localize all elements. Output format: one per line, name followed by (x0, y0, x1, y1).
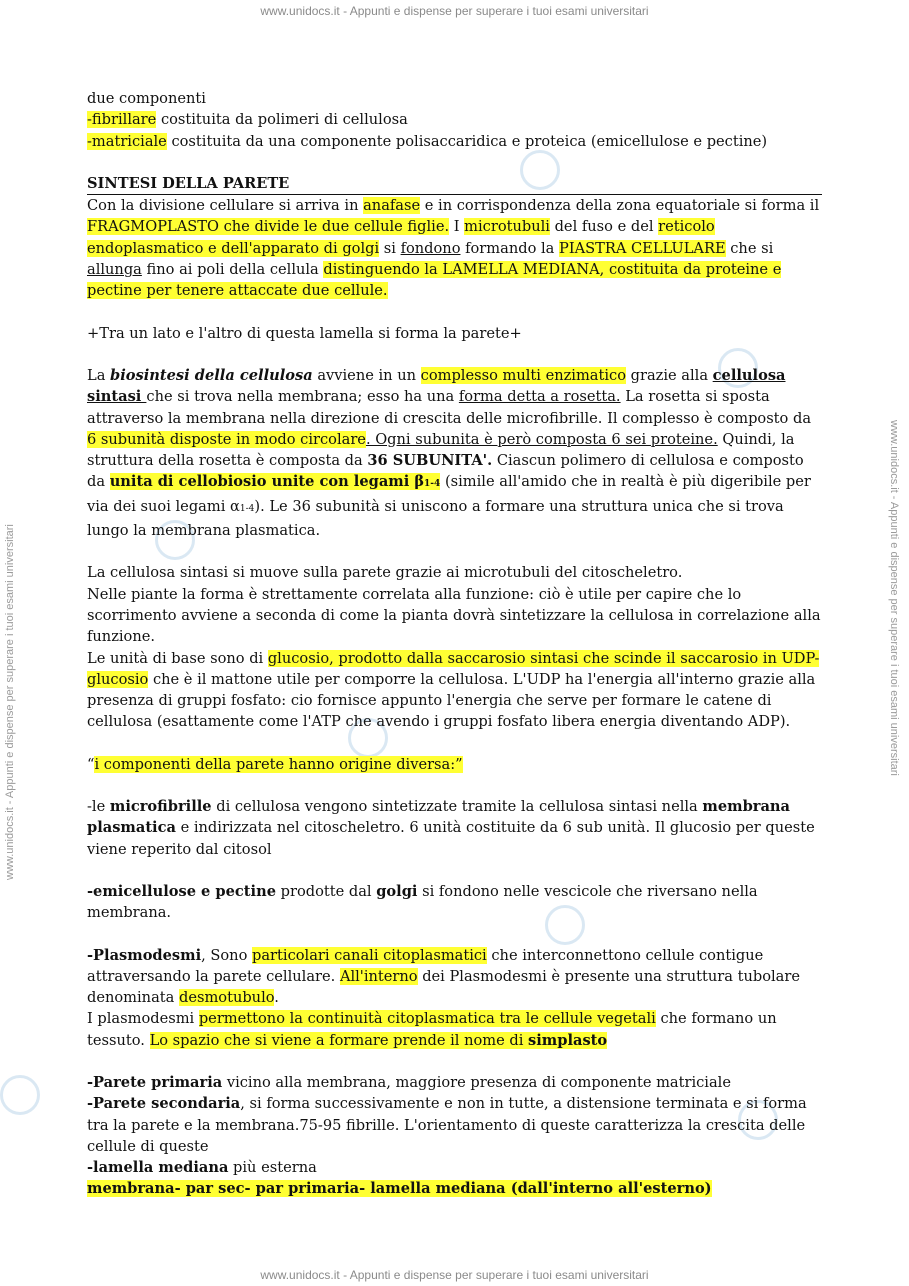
bold-italic-text: biosintesi della cellulosa (110, 366, 313, 384)
text: di cellulosa vengono sintetizzate tramite la cellulosa sintasi nella (211, 798, 703, 816)
text: prodotte dal (275, 882, 377, 900)
bold-text: -lamella mediana (87, 1159, 229, 1177)
text: che formano un tessuto. (87, 1010, 777, 1049)
paragraph-forma: Nelle piante la forma è strettamente correlata alla funzione: ciò è utile per capire che lo scorrimento avviene a seconda di come la pianta dovrà sintetizzare la cellulosa in correlazione alla funzione. (87, 585, 821, 646)
text: avviene in un (312, 366, 421, 384)
intro-line (87, 131, 822, 152)
text: che si (725, 239, 774, 257)
paragraph-microfibrille (87, 796, 822, 860)
intro-text: due componenti (87, 90, 206, 107)
highlight: FRAGMOPLASTO che divide le due cellule figlie. (87, 218, 450, 236)
text: (simile all'amido che in realtà è più digeribile per via dei suoi legami α (87, 473, 811, 515)
underlined-text: . Ogni subunita è però composta 6 sei proteine. (365, 430, 718, 448)
bold-text: -Plasmodesmi (87, 946, 202, 964)
text: , Sono (201, 946, 253, 964)
watermark-top: www.unidocs.it - Appunti e dispense per superare i tuoi esami universitari (260, 4, 649, 18)
paragraph-biosintesi (87, 365, 822, 541)
bold-text: simplasto (528, 1031, 608, 1049)
bold-text: -Parete secondaria (87, 1095, 241, 1113)
bold-text: microfibrille (109, 798, 212, 816)
section-heading: SINTESI DELLA PARETE (87, 173, 822, 195)
text: I plasmodesmi (87, 1010, 199, 1028)
bold-text: -emicellulose e pectine (87, 882, 276, 900)
text: si fondono nelle vescicole che riversano nella membrana. (87, 882, 758, 922)
text: fino ai poli della cellula (141, 261, 324, 279)
paragraph-glucosio (87, 648, 822, 733)
intro-line (87, 109, 822, 130)
text: costituita da una componente polisaccaridica e proteica (emicellulose e pectine) (166, 132, 768, 150)
highlight: membrana- par sec- par primaria- lamella mediana (dall'interno all'esterno) (87, 1180, 712, 1198)
bold-text: golgi (376, 882, 418, 900)
text: che si trova nella membrana; esso ha una (146, 388, 459, 406)
text: Lo spazio che si viene a formare prende il nome di (149, 1031, 529, 1049)
paragraph-summary (87, 1178, 822, 1199)
highlight: distinguendo la LAMELLA MEDIANA, costituita da proteine e pectine per tenere attaccate due cellule. (87, 261, 782, 300)
subscript: 1-4 (239, 503, 255, 514)
text: si (379, 239, 401, 257)
highlight: i componenti della parete hanno origine diversa:” (94, 755, 463, 773)
highlight: permettono la continuità citoplasmatica tra le cellule vegetali (198, 1010, 656, 1028)
watermark-right: www.unidocs.it - Appunti e dispense per superare i tuoi esami universitari (888, 420, 900, 776)
highlight (110, 473, 441, 490)
text: Quindi, la struttura della rosetta è composta da (87, 430, 795, 470)
bold-text: membrana plasmatica (87, 798, 790, 837)
underlined-text: forma detta a rosetta. (458, 388, 621, 406)
bold-text: -Parete primaria (87, 1073, 223, 1091)
text: I (449, 218, 465, 236)
highlight: 6 subunità disposte in modo circolare (87, 430, 366, 448)
bold-text: 36 SUBUNITA'. (367, 452, 493, 470)
highlight: -fibrillare (87, 111, 157, 129)
highlight: glucosio, prodotto dalla saccarosio sintasi che scinde il saccarosio in UDP-glucosio (87, 649, 820, 688)
highlight: -matriciale (87, 132, 167, 150)
highlight: PIASTRA CELLULARE (559, 239, 726, 257)
text: dei Plasmodesmi è presente una struttura tubolare denominata (87, 967, 800, 1007)
watermark-bottom: www.unidocs.it - Appunti e dispense per superare i tuoi esami universitari (260, 1268, 649, 1282)
highlight: All'interno (339, 967, 418, 985)
document-body (87, 88, 822, 1200)
highlight: anafase (363, 197, 421, 215)
unidocs-logo-icon (0, 1075, 40, 1115)
underlined-text: allunga (87, 261, 142, 279)
paragraph-plasmodesmi (87, 945, 822, 1009)
highlight: desmotubulo (178, 989, 275, 1007)
highlight: particolari canali citoplasmatici (252, 946, 487, 964)
paragraph-parete-primaria (87, 1072, 822, 1093)
text: . (274, 989, 279, 1007)
text: “ (87, 755, 95, 773)
highlight (150, 1032, 608, 1049)
text: ). Le 36 subunità si uniscono a formare una struttura unica che si trova lungo la membrana plasmatica. (87, 497, 784, 540)
paragraph-parete-secondaria (87, 1093, 822, 1157)
paragraph-sintasi: La cellulosa sintasi si muove sulla parete grazie ai microtubuli del citoscheletro. (87, 564, 683, 582)
text: e in corrispondenza della zona equatoriale si forma il (420, 197, 820, 215)
highlight: complesso multi enzimatico (420, 366, 626, 384)
text: Le unità di base sono di (87, 649, 268, 667)
text: Ciascun polimero di cellulosa e composto da (87, 452, 804, 491)
paragraph-emicellulose (87, 881, 822, 924)
text: La rosetta si sposta attraverso la membrana nella direzione di crescita delle microfibrille. Il complesso è composto da (87, 388, 812, 427)
highlight: microtubuli (464, 218, 550, 236)
text: del fuso e del (549, 218, 659, 236)
text: -le (87, 798, 110, 816)
text: Con la divisione cellulare si arriva in (87, 197, 364, 215)
paragraph-note: +Tra un lato e l'altro di questa lamella si forma la parete+ (87, 324, 522, 342)
text: che è il mattone utile per comporre la cellulosa. L'UDP ha l'energia all'interno grazie alla presenza di gruppi fosfato: cio fornisce appunto l'energia che serve per formare le catene di cellulosa (esattamente come l'ATP che avendo i gruppi fosfato libera energia diventando ADP). (87, 670, 816, 731)
text: e indirizzata nel citoscheletro. 6 unità costituite da 6 sub unità. Il glucosio per queste viene reperito dal citosol (87, 819, 815, 858)
text: formando la (460, 239, 559, 257)
paragraph-lamella (87, 1157, 822, 1178)
underlined-text: fondono (400, 239, 461, 257)
paragraph-quote (87, 754, 822, 775)
text: costituita da polimeri di cellulosa (156, 111, 408, 129)
paragraph-plasmodesmi-2 (87, 1008, 822, 1051)
underlined-text: cellulosa sintasi (87, 366, 786, 406)
text: grazie alla (626, 366, 713, 384)
text: , si forma successivamente e non in tutte, a distensione terminata e si forma tra la parete e la membrana.75-95 fibrille. L'orientamento di queste caratterizza la crescita delle cellule di queste (87, 1095, 807, 1155)
text: che interconnettono cellule contigue attraversando la parete cellulare. (87, 946, 764, 985)
subscript: 1-4 (424, 479, 441, 490)
watermark-left: www.unidocs.it - Appunti e dispense per superare i tuoi esami universitari (4, 524, 16, 880)
bold-text: unita di cellobiosio unite con legami β (109, 473, 425, 491)
intro-line (87, 88, 822, 109)
text: vicino alla membrana, maggiore presenza di componente matriciale (222, 1073, 731, 1091)
text: più esterna (228, 1159, 317, 1177)
text: La (87, 366, 111, 384)
paragraph-fragmoplasto (87, 195, 822, 301)
highlight: reticolo endoplasmatico e dell'apparato di golgi (87, 218, 715, 257)
